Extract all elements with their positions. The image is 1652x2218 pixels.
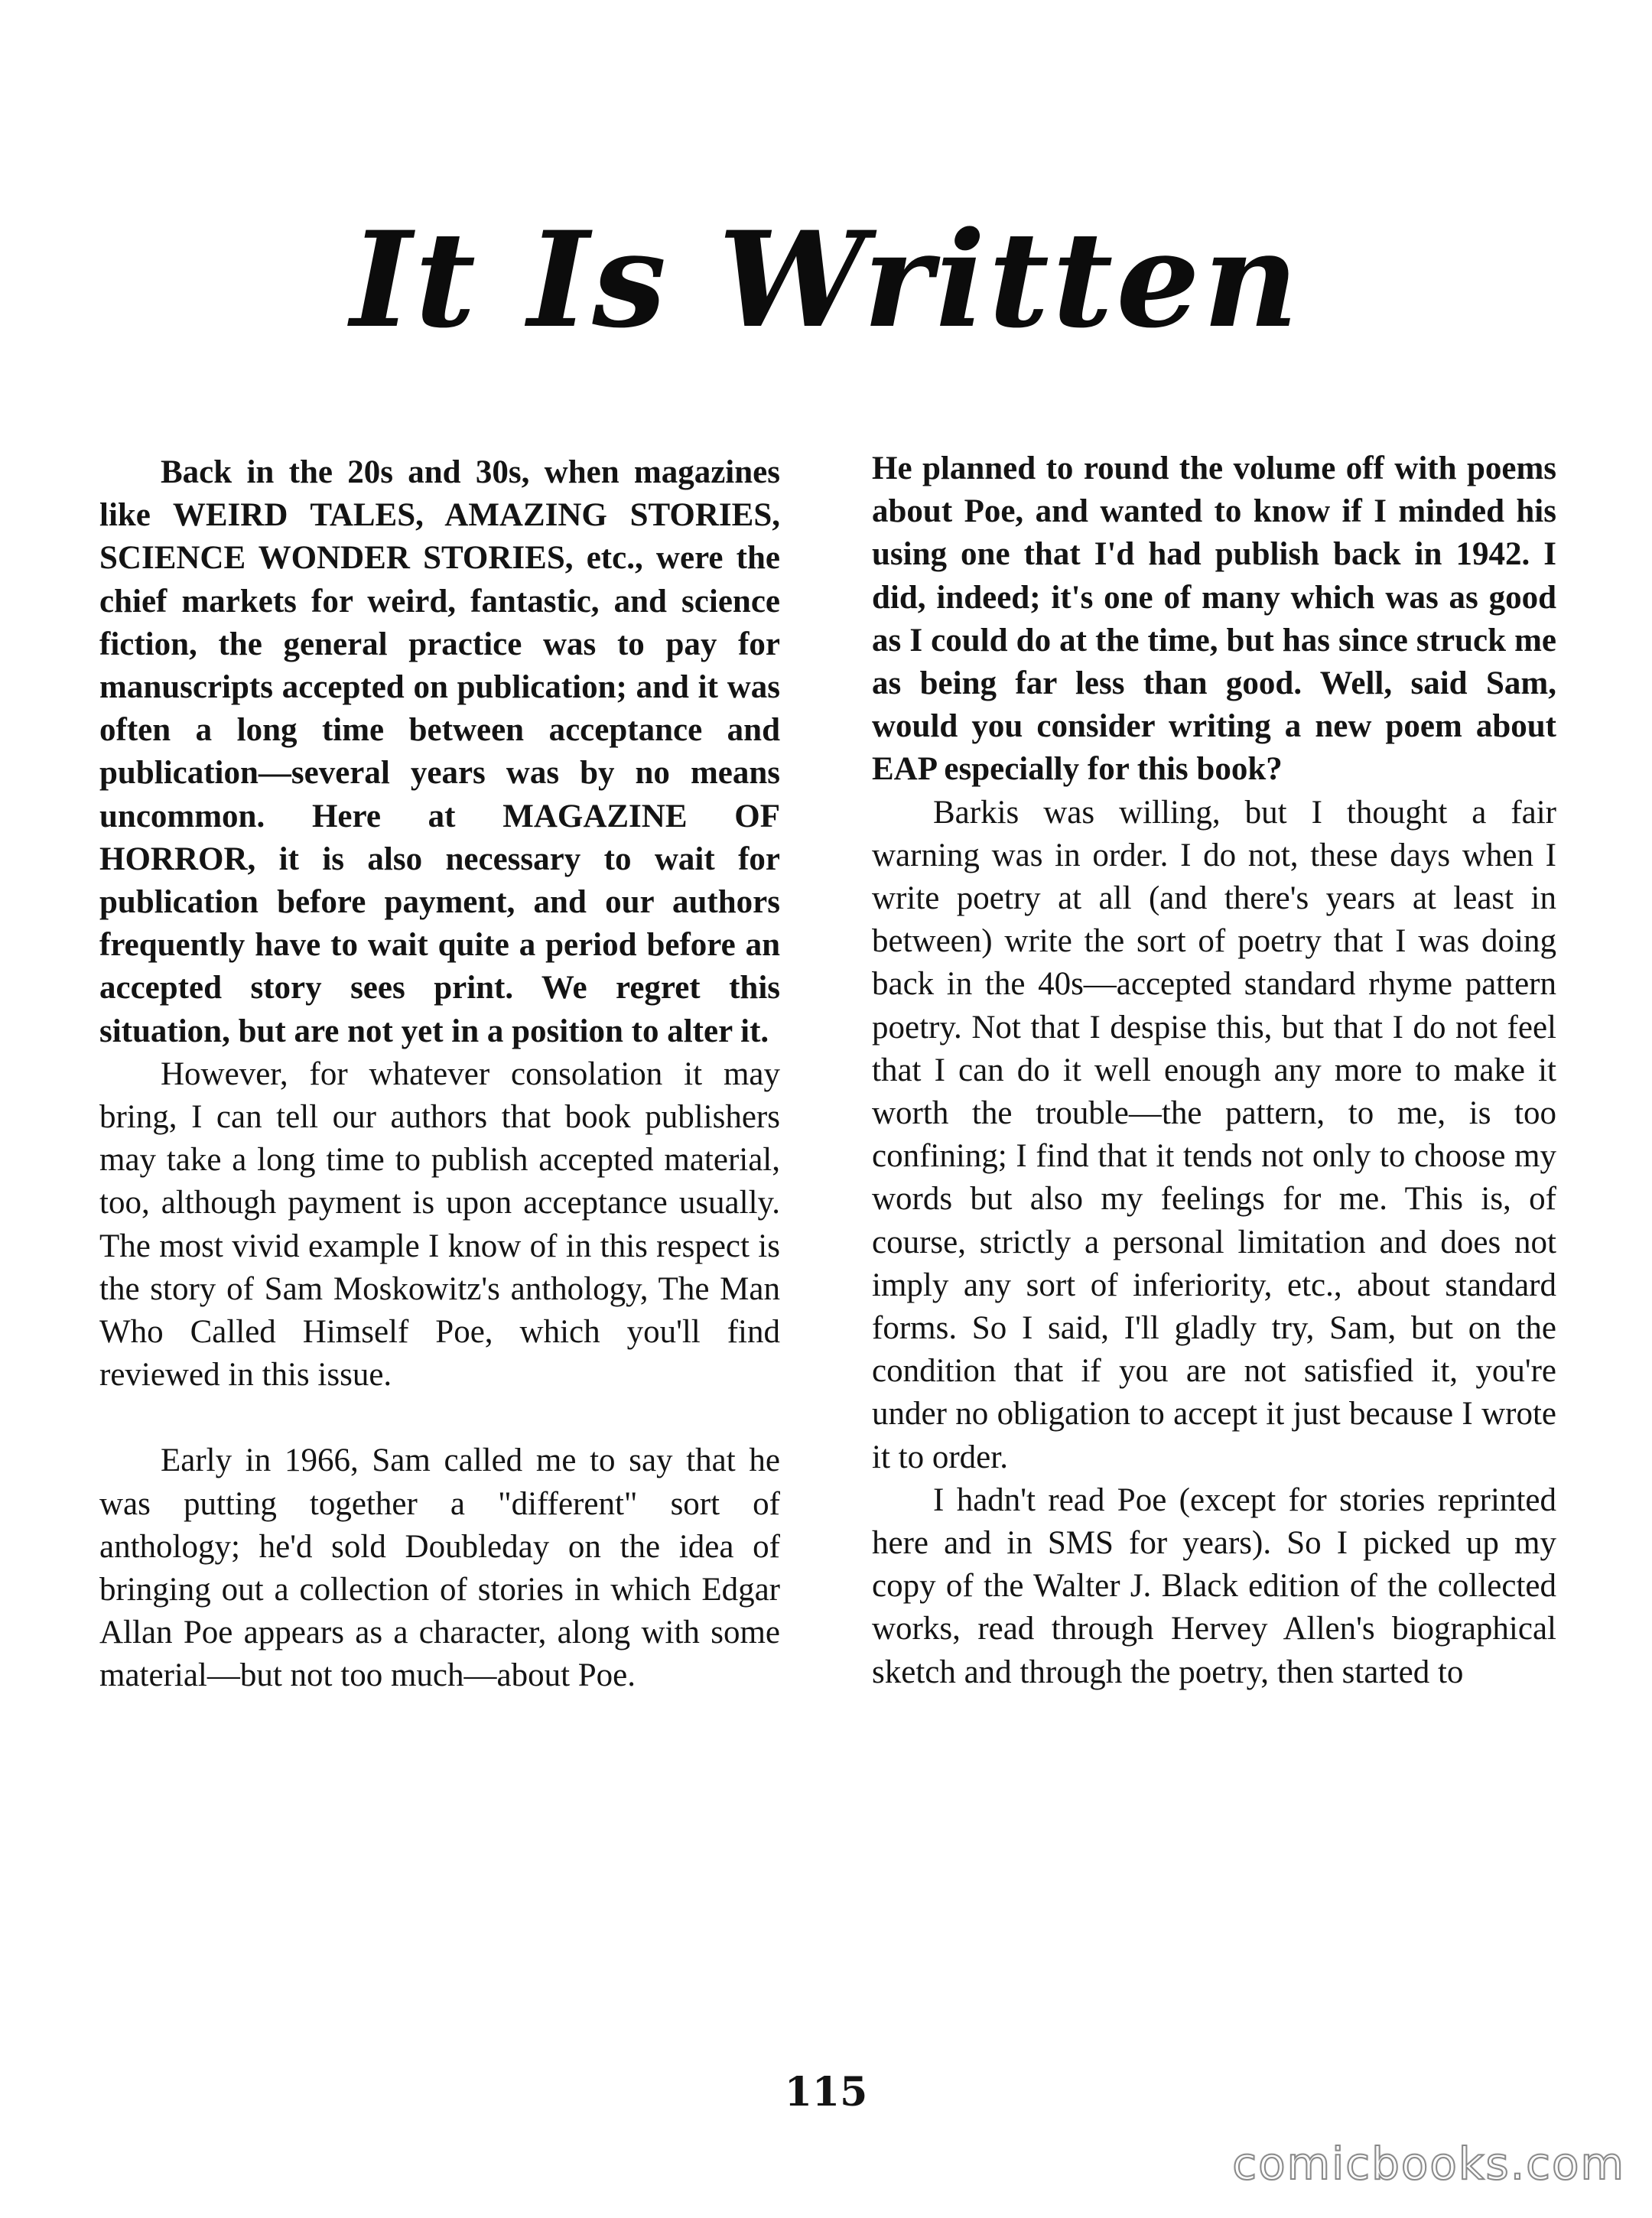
page-number: 115	[784, 2069, 868, 2116]
paragraph-5: Barkis was willing, but I thought a fair warning was in order. I do not, these days when I write poetry at all (and there's years at least in between) write the sort of poetry that I was doing back in the 40s—accepted standard rhyme pattern poetry. Not that I despise this, but that I do not feel that I can do it well enough any more to make it worth the trouble—the pattern, to me, is too confining; I find that it tends not only to choose my words but also my feelings for me. This is, of course, strictly a personal limitation and does not imply any sort of inferiority, etc., about standard forms. So I said, I'll gladly try, Sam, but on the condition that if you are not satisfied it, you're under no obligation to accept it just because I wrote it to order.	[872, 794, 1556, 1475]
page-title: It Is Written	[350, 202, 1302, 357]
right-column	[872, 447, 1556, 1694]
paragraph-gap	[99, 1397, 780, 1439]
paragraph-6: I hadn't read Poe (except for stories reprinted here and in SMS for years). So I picked up my copy of the Walter J. Black edition of the collected works, read through Hervey Allen's biographical sketch and through the poetry, then started to	[872, 1481, 1556, 1690]
paragraph-4: He planned to round the volume off with poems about Poe, and wanted to know if I minded his using one that I'd had publish back in 1942. I did, indeed; it's one of many which was as good as I could do at the time, but has since struck me as being far less than good. Well, said Sam, would you consider writing a new poem about EAP especially for this book?	[872, 450, 1556, 788]
watermark-logo: comicbooks.com	[1232, 2138, 1625, 2190]
paragraph-1: Back in the 20s and 30s, when magazines like WEIRD TALES, AMAZING STORIES, SCIENCE WONDER STORIES, etc., were the chief markets for weird, fantastic, and science fiction, the general practice was to pay for manuscripts accepted on publication; and it was often a long time between acceptance and publication—several years was by no means uncommon. Here at MAGAZINE OF HORROR, it is also necessary to wait for publication before payment, and our authors frequently have to wait quite a period before an accepted story sees print. We regret this situation, but are not yet in a position to alter it.	[99, 454, 780, 1049]
left-column	[99, 451, 780, 1698]
paragraph-2: However, for whatever consolation it may bring, I can tell our authors that book publishers may take a long time to publish accepted material, too, although payment is upon acceptance usually. The most vivid example I know of in this respect is the story of Sam Moskowitz's anthology, The Man Who Called Himself Poe, which you'll find reviewed in this issue.	[99, 1055, 780, 1394]
paragraph-3: Early in 1966, Sam called me to say that he was putting together a "different" sort of anthology; he'd sold Doubleday on the idea of bringing out a collection of stories in which Edgar Allan Poe appears as a character, along with some material—but not too much—about Poe.	[99, 1442, 780, 1694]
